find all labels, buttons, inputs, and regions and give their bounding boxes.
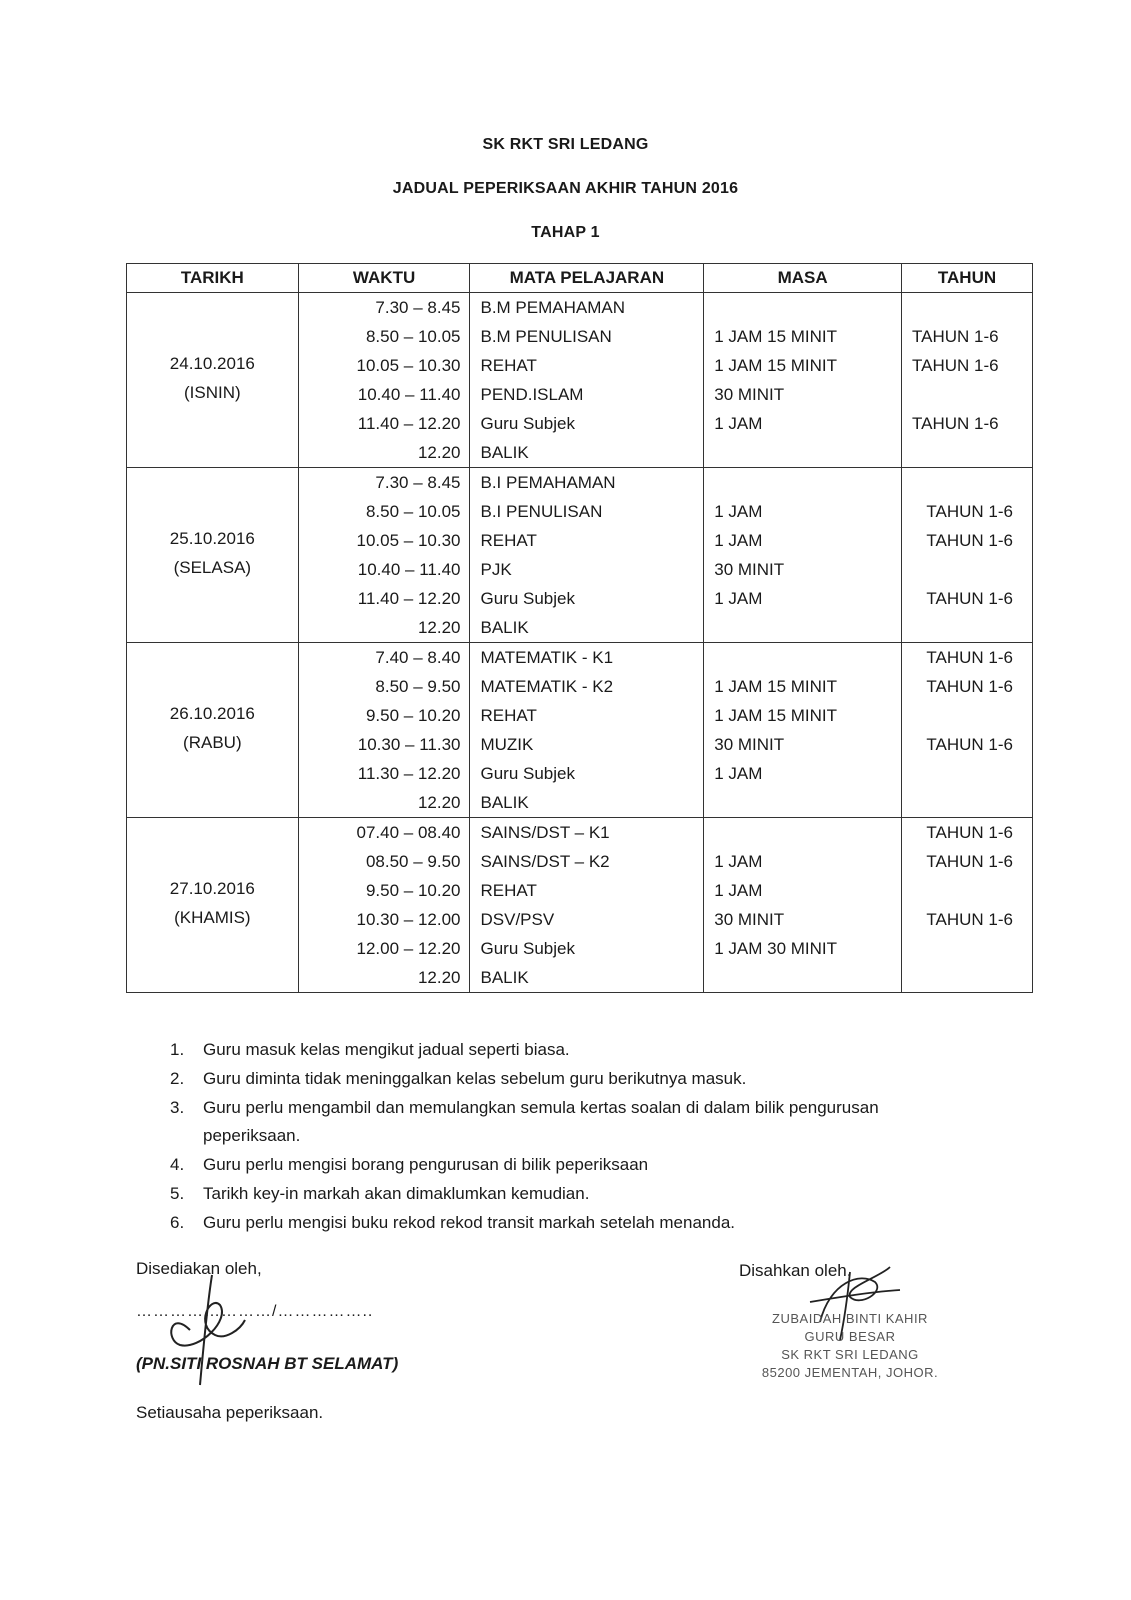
time-slot: 11.40 – 12.20 [357,414,461,433]
duration: 30 MINIT [714,385,785,404]
exam-day: (ISNIN) [184,383,241,402]
masa-cell [704,468,902,643]
prepared-by-name: (PN.SITI ROSNAH BT SELAMAT) [136,1354,399,1373]
subject-name: B.I PEMAHAMAN [480,473,616,492]
table-row [127,643,1033,818]
exam-day: (KHAMIS) [174,908,251,927]
prepared-by-role: Setiausaha peperiksaan. [136,1403,324,1422]
date-cell [127,293,299,468]
note-item [160,1094,980,1150]
duration: 1 JAM [714,502,763,521]
year-group [902,701,1032,730]
time-slot: 10.40 – 11.40 [357,385,461,404]
stamp-role: GURU BESAR [804,1329,896,1344]
note-item [160,1209,980,1237]
duration [704,643,901,672]
note-item [160,1151,980,1179]
time-slot: 11.40 – 12.20 [357,589,461,608]
time-slot: 10.30 – 11.30 [357,735,461,754]
duration [704,293,901,322]
subject-name: REHAT [480,531,537,550]
note-number: 4. [170,1155,185,1174]
time-slot: 8.50 – 10.05 [365,502,461,521]
subject-name: BALIK [480,968,529,987]
year-group [902,555,1032,584]
note-text: Guru diminta tidak meninggalkan kelas sebelum guru berikutnya masuk. [203,1069,747,1088]
subject-cell [470,818,704,993]
masa-cell [704,643,902,818]
time-slot: 10.30 – 12.00 [356,910,461,929]
time-slot: 7.30 – 8.45 [375,298,461,317]
note-text: Guru perlu mengisi borang pengurusan di bilik peperiksaan [203,1155,649,1174]
year-group [902,438,1032,467]
duration: 1 JAM [714,531,763,550]
date-cell [127,468,299,643]
year-group [902,380,1032,409]
duration [704,468,901,497]
note-text: Guru perlu mengisi buku rekod rekod transit markah setelah menanda. [203,1213,736,1232]
subject-name: Guru Subjek [480,764,575,783]
note-text: Tarikh key-in markah akan dimaklumkan kemudian. [203,1184,590,1203]
note-text: Guru masuk kelas mengikut jadual seperti biasa. [203,1040,570,1059]
year-group: TAHUN 1-6 [926,910,1013,929]
stamp-address: 85200 JEMENTAH, JOHOR. [761,1365,939,1380]
subject-name: SAINS/DST – K1 [480,823,610,842]
exam-schedule-table [126,263,1033,993]
stage-label: TAHAP 1 [531,224,600,241]
duration: 1 JAM 15 MINIT [714,356,838,375]
year-group: TAHUN 1-6 [912,414,999,433]
duration [704,788,901,817]
subject-cell [470,643,704,818]
duration: 1 JAM 30 MINIT [714,939,838,958]
note-number: 5. [170,1184,185,1203]
approved-by-label: Disahkan oleh, [739,1261,852,1280]
official-stamp [750,1310,950,1382]
subject-name: SAINS/DST – K2 [480,852,610,871]
year-group [902,934,1032,963]
duration: 1 JAM [714,881,763,900]
subject-cell [470,468,704,643]
year-group [902,613,1032,642]
year-group: TAHUN 1-6 [926,823,1013,842]
note-item [160,1036,980,1064]
note-item [160,1065,980,1093]
subject-name: B.M PEMAHAMAN [480,298,626,317]
subject-name: PJK [480,560,512,579]
duration: 30 MINIT [714,735,785,754]
tahun-cell [902,818,1033,993]
col-header-tahun: TAHUN [902,264,1033,293]
school-name: SK RKT SRI LEDANG [482,136,649,153]
time-slot: 12.20 [417,793,461,812]
time-slot: 9.50 – 10.20 [365,881,461,900]
col-header-tarikh: TARIKH [127,264,299,293]
year-group [902,963,1032,992]
year-group [902,759,1032,788]
subject-name: Guru Subjek [480,414,575,433]
subject-name: REHAT [480,706,537,725]
subject-name: REHAT [480,356,537,375]
date-cell [127,643,299,818]
time-slot: 12.20 [417,443,461,462]
date-cell [127,818,299,993]
year-group: TAHUN 1-6 [912,356,999,375]
note-number: 6. [170,1213,185,1232]
subject-name: DSV/PSV [480,910,555,929]
year-group: TAHUN 1-6 [926,648,1013,667]
prepared-signature-line: ……………………/…………….. [136,1303,374,1320]
subject-name: MATEMATIK - K1 [480,648,614,667]
duration: 1 JAM [714,852,763,871]
table-row [127,293,1033,468]
tahun-cell [902,643,1033,818]
subject-name: MATEMATIK - K2 [480,677,614,696]
subject-name: Guru Subjek [480,589,575,608]
subject-name: MUZIK [480,735,534,754]
subject-name: BALIK [480,793,529,812]
time-slot: 10.05 – 10.30 [356,531,461,550]
year-group: TAHUN 1-6 [912,327,999,346]
exam-date: 24.10.2016 [169,354,255,373]
subject-name: BALIK [480,618,529,637]
duration: 30 MINIT [714,910,785,929]
duration: 1 JAM 15 MINIT [714,677,838,696]
col-header-waktu: WAKTU [298,264,470,293]
duration: 1 JAM 15 MINIT [714,327,838,346]
note-item [160,1180,980,1208]
exam-day: (SELASA) [173,558,252,577]
subject-name: BALIK [480,443,529,462]
time-slot: 11.30 – 12.20 [357,764,461,783]
prepared-by-label: Disediakan oleh, [136,1259,262,1278]
notes-list [160,1036,980,1238]
document-title: JADUAL PEPERIKSAAN AKHIR TAHUN 2016 [392,180,739,197]
tahun-cell [902,293,1033,468]
year-group: TAHUN 1-6 [926,531,1013,550]
table-row [127,818,1033,993]
duration: 1 JAM [714,414,763,433]
time-slot: 9.50 – 10.20 [365,706,461,725]
masa-cell [704,293,902,468]
duration: 1 JAM [714,764,763,783]
year-group: TAHUN 1-6 [926,852,1013,871]
subject-name: Guru Subjek [480,939,575,958]
note-number: 3. [170,1098,185,1117]
time-slot: 12.00 – 12.20 [356,939,461,958]
duration [704,613,901,642]
time-slot: 12.20 [417,618,461,637]
duration [704,818,901,847]
exam-day: (RABU) [183,733,242,752]
year-group [902,293,1032,322]
note-number: 2. [170,1069,185,1088]
time-slot: 10.40 – 11.40 [357,560,461,579]
waktu-cell [298,818,470,993]
year-group: TAHUN 1-6 [926,677,1013,696]
table-header-row [127,264,1033,293]
subject-name: PEND.ISLAM [480,385,584,404]
col-header-masa: MASA [704,264,902,293]
waktu-cell [298,293,470,468]
exam-date: 26.10.2016 [169,704,255,723]
subject-cell [470,293,704,468]
duration [704,963,901,992]
time-slot: 08.50 – 9.50 [365,852,461,871]
time-slot: 12.20 [417,968,461,987]
year-group: TAHUN 1-6 [926,589,1013,608]
note-number: 1. [170,1040,185,1059]
time-slot: 7.40 – 8.40 [375,648,461,667]
exam-date: 25.10.2016 [169,529,255,548]
note-text: Guru perlu mengambil dan memulangkan semula kertas soalan di dalam bilik pengurusan peperiksaan. [203,1098,879,1145]
col-header-mata-pelajaran: MATA PELAJARAN [470,264,704,293]
masa-cell [704,818,902,993]
stamp-school: SK RKT SRI LEDANG [781,1347,919,1362]
time-slot: 10.05 – 10.30 [356,356,461,375]
duration: 1 JAM [714,589,763,608]
time-slot: 7.30 – 8.45 [375,473,461,492]
exam-date: 27.10.2016 [169,879,255,898]
tahun-cell [902,468,1033,643]
duration [704,438,901,467]
waktu-cell [298,643,470,818]
table-row [127,468,1033,643]
year-group [902,788,1032,817]
year-group: TAHUN 1-6 [926,502,1013,521]
year-group [902,468,1032,497]
duration: 1 JAM 15 MINIT [714,706,838,725]
time-slot: 8.50 – 10.05 [365,327,461,346]
subject-name: REHAT [480,881,537,900]
subject-name: B.M PENULISAN [480,327,612,346]
waktu-cell [298,468,470,643]
duration: 30 MINIT [714,560,785,579]
subject-name: B.I PENULISAN [480,502,603,521]
time-slot: 8.50 – 9.50 [375,677,461,696]
year-group: TAHUN 1-6 [926,735,1013,754]
year-group [902,876,1032,905]
time-slot: 07.40 – 08.40 [356,823,461,842]
stamp-name: ZUBAIDAH BINTI KAHIR [772,1311,928,1326]
